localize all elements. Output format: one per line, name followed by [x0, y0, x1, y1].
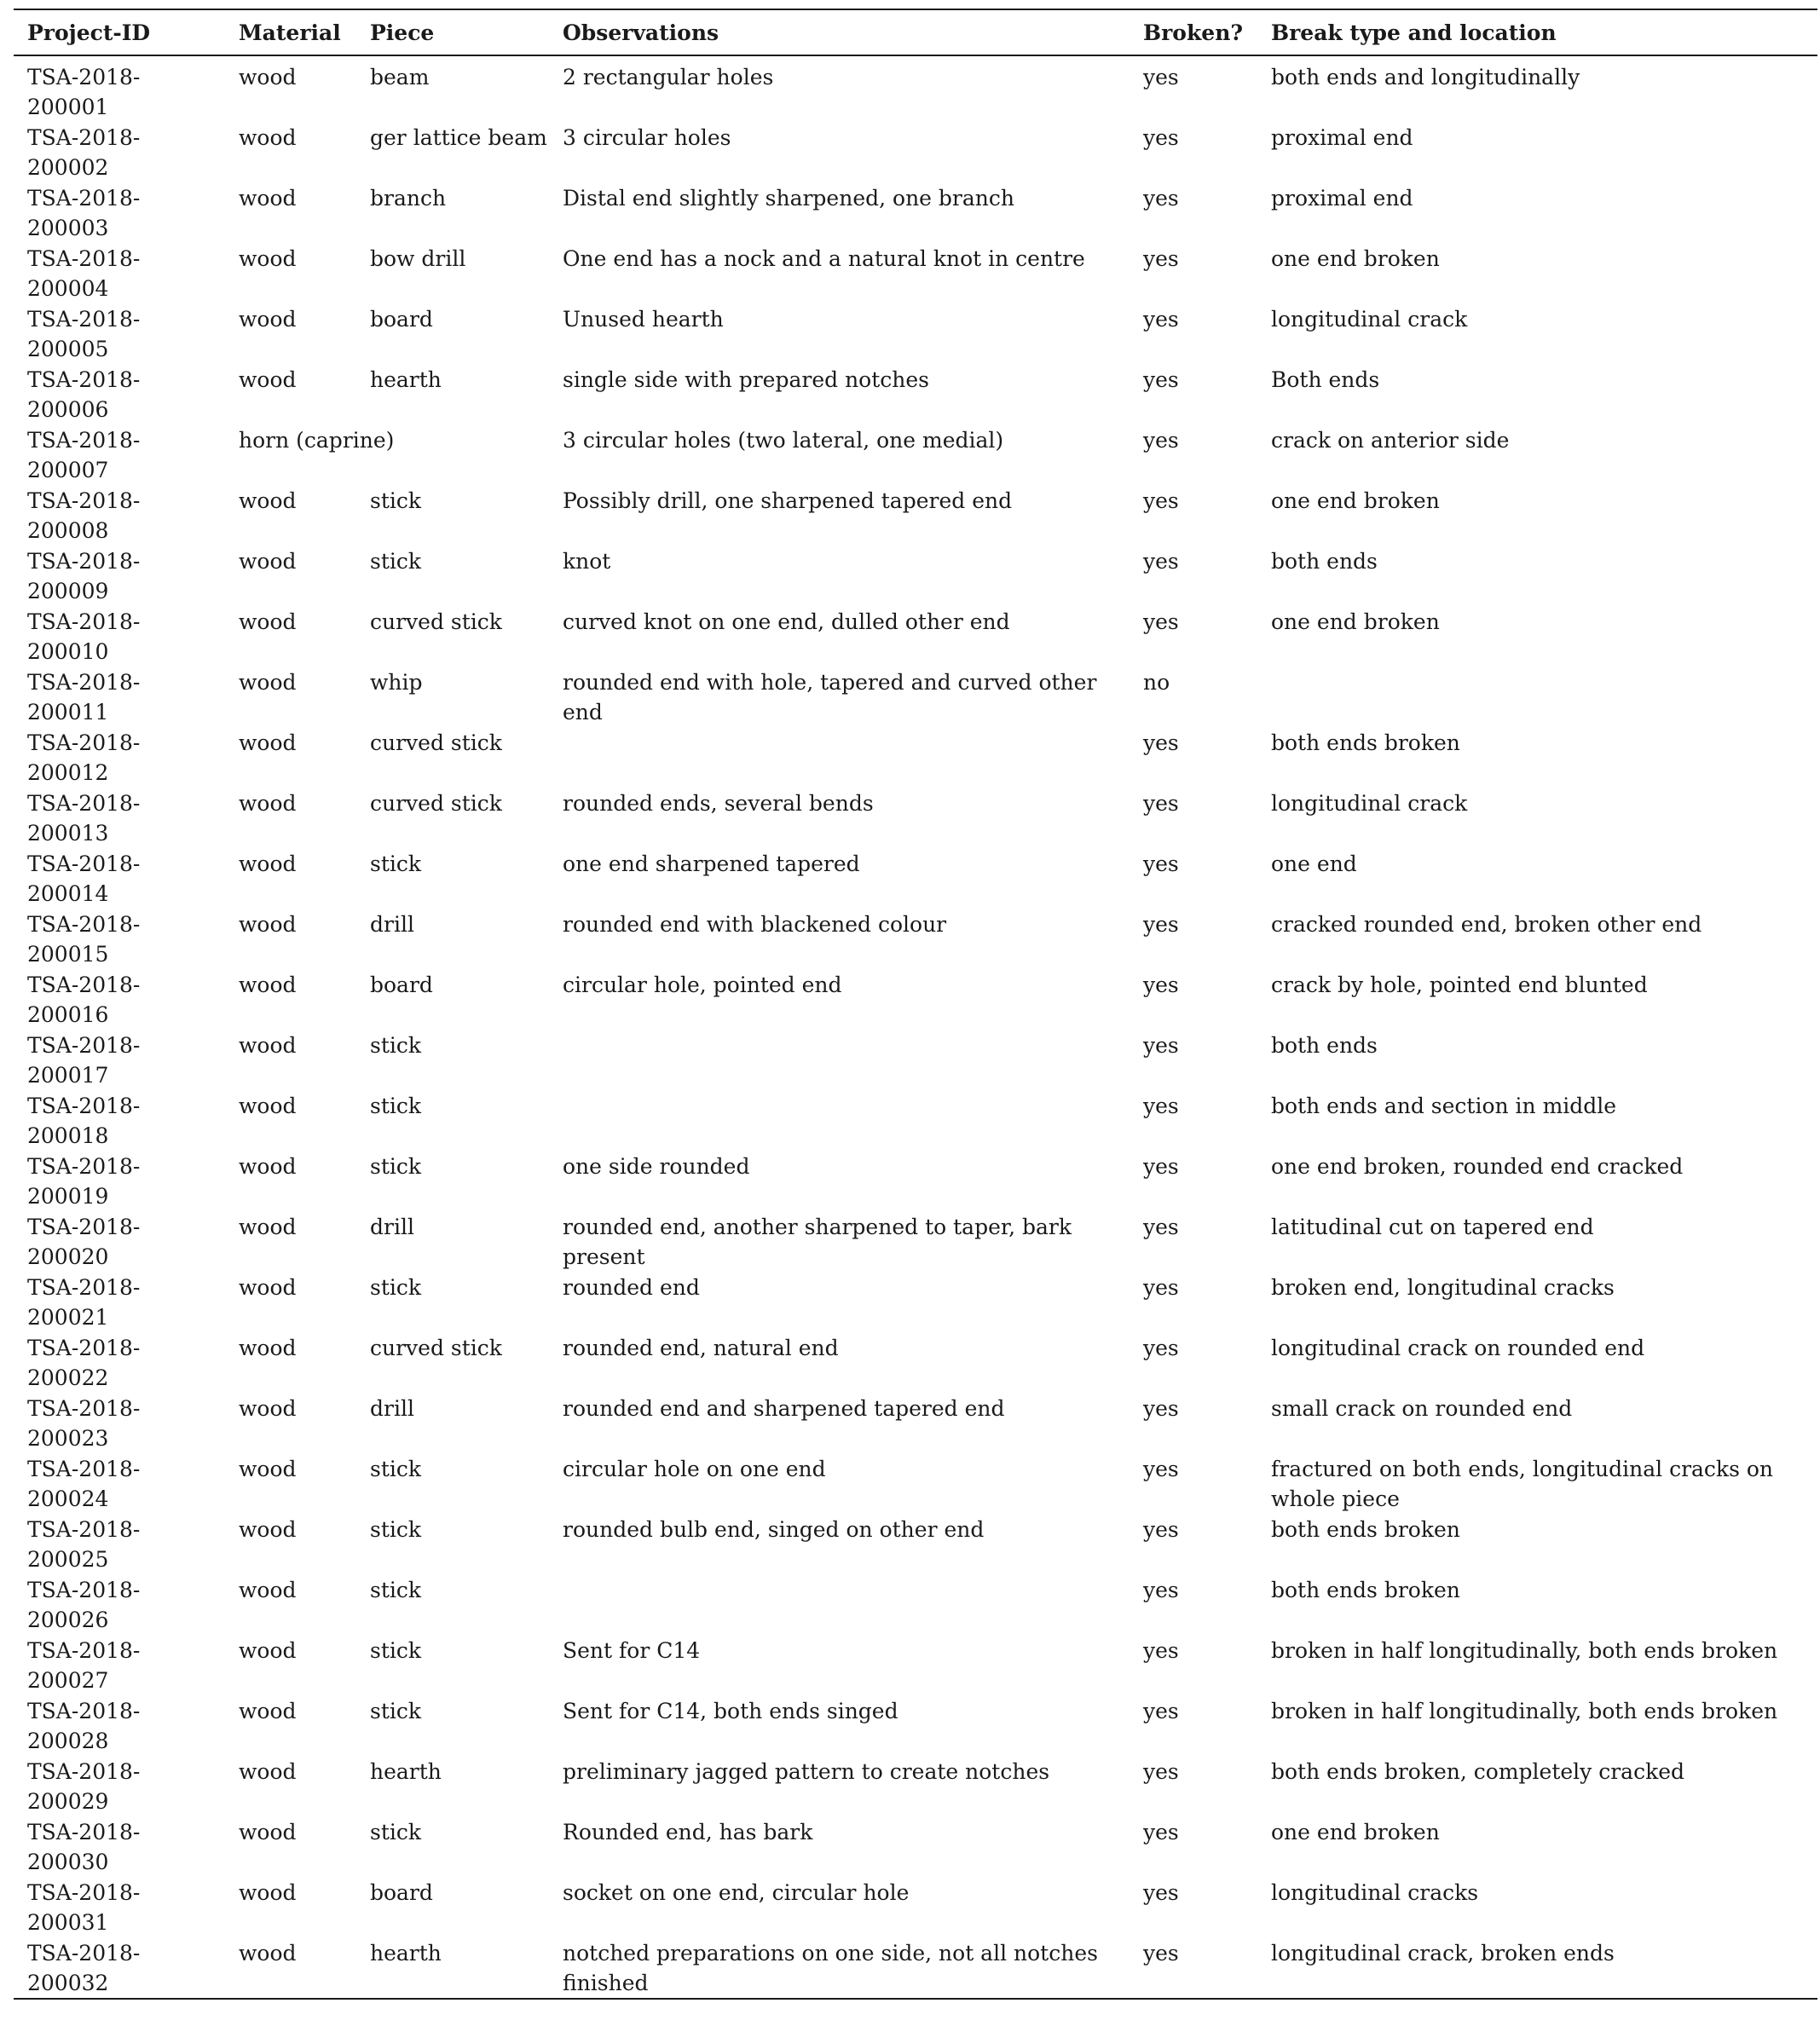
- cell-break-type: proximal end: [1271, 186, 1413, 211]
- cell-break-type: one end broken, rounded end cracked: [1271, 1154, 1684, 1179]
- header-piece: Piece: [356, 9, 549, 55]
- project-id-number: 200031: [27, 1910, 109, 1935]
- cell-material: wood: [239, 186, 297, 211]
- cell-observations: Sent for C14, both ends singed: [563, 1699, 898, 1723]
- cell-break-type: crack on anterior side: [1271, 428, 1510, 453]
- table-row: [14, 1756, 1817, 1816]
- project-id-prefix: TSA-2018-: [27, 730, 141, 755]
- cell-break-type: both ends broken: [1271, 1578, 1460, 1602]
- cell-material: wood: [239, 1820, 297, 1844]
- cell-piece: stick: [370, 488, 422, 513]
- cell-piece: stick: [370, 1275, 422, 1300]
- cell-broken: yes: [1143, 973, 1179, 997]
- header-observations: Observations: [549, 9, 1130, 55]
- table-row: [14, 1514, 1817, 1574]
- cell-material: wood: [239, 367, 297, 392]
- cell-observations: one end sharpened tapered: [563, 851, 860, 876]
- cell-piece: drill: [370, 1396, 414, 1421]
- cell-piece: board: [370, 307, 433, 332]
- cell-piece: stick: [370, 1457, 422, 1481]
- project-id-number: 200006: [27, 397, 109, 422]
- cell-broken: yes: [1143, 1759, 1179, 1784]
- cell-material: wood: [239, 912, 297, 937]
- project-id-prefix: TSA-2018-: [27, 549, 141, 574]
- cell-broken: yes: [1143, 791, 1179, 816]
- cell-observations: rounded bulb end, singed on other end: [563, 1517, 985, 1542]
- table-row: [14, 1211, 1817, 1272]
- table-row: [14, 1635, 1817, 1695]
- cell-piece: stick: [370, 1154, 422, 1179]
- cell-observations: rounded end, natural end: [563, 1336, 839, 1360]
- cell-broken: yes: [1143, 549, 1179, 574]
- cell-observations: knot: [563, 549, 611, 574]
- project-id-number: 200015: [27, 942, 109, 967]
- cell-project-id: [14, 1030, 225, 1090]
- cell-break-type: both ends: [1271, 549, 1378, 574]
- cell-observations: curved knot on one end, dulled other end: [563, 609, 1010, 634]
- header-broken: Broken?: [1130, 9, 1257, 55]
- cell-project-id: [14, 606, 225, 667]
- project-id-prefix: TSA-2018-: [27, 307, 141, 332]
- cell-broken: yes: [1143, 65, 1179, 89]
- project-id-number: 200021: [27, 1305, 109, 1330]
- cell-material: wood: [239, 125, 297, 150]
- cell-piece: branch: [370, 186, 447, 211]
- project-id-number: 200022: [27, 1365, 109, 1390]
- project-id-number: 200030: [27, 1850, 109, 1874]
- cell-break-type: one end broken: [1271, 246, 1440, 271]
- project-id-number: 200020: [27, 1244, 109, 1269]
- table-row: [14, 1877, 1817, 1937]
- cell-break-type: both ends broken, completely cracked: [1271, 1759, 1685, 1784]
- cell-piece: curved stick: [370, 609, 502, 634]
- project-id-prefix: TSA-2018-: [27, 1759, 141, 1784]
- project-id-number: 200026: [27, 1608, 109, 1632]
- cell-broken: yes: [1143, 1517, 1179, 1542]
- cell-material: horn (caprine): [239, 428, 395, 453]
- cell-project-id: [14, 727, 225, 788]
- project-id-prefix: TSA-2018-: [27, 488, 141, 513]
- cell-material: wood: [239, 1396, 297, 1421]
- cell-project-id: [14, 1332, 225, 1393]
- table-row: [14, 424, 1817, 485]
- cell-material: wood: [239, 1699, 297, 1723]
- table-body: [14, 55, 1817, 1999]
- cell-material: wood: [239, 1880, 297, 1905]
- cell-broken: yes: [1143, 367, 1179, 392]
- cell-project-id: [14, 364, 225, 424]
- cell-broken: yes: [1143, 1699, 1179, 1723]
- project-id-prefix: TSA-2018-: [27, 1033, 141, 1058]
- cell-observations: rounded end with hole, tapered and curved other end: [563, 670, 1097, 724]
- cell-break-type: both ends and longitudinally: [1271, 65, 1580, 89]
- table-row: [14, 364, 1817, 424]
- cell-observations: Unused hearth: [563, 307, 724, 332]
- cell-break-type: both ends broken: [1271, 1517, 1460, 1542]
- cell-broken: yes: [1143, 1820, 1179, 1844]
- cell-observations: rounded end with blackened colour: [563, 912, 947, 937]
- cell-observations: circular hole, pointed end: [563, 973, 842, 997]
- cell-project-id: [14, 1635, 225, 1695]
- cell-project-id: [14, 546, 225, 606]
- cell-broken: yes: [1143, 1033, 1179, 1058]
- table-row: [14, 55, 1817, 122]
- cell-observations: preliminary jagged pattern to create notches: [563, 1759, 1050, 1784]
- table-row: [14, 546, 1817, 606]
- cell-project-id: [14, 424, 225, 485]
- cell-observations: Possibly drill, one sharpened tapered end: [563, 488, 1013, 513]
- cell-piece: stick: [370, 851, 422, 876]
- cell-piece: bow drill: [370, 246, 466, 271]
- cell-project-id: [14, 848, 225, 909]
- cell-piece: curved stick: [370, 791, 502, 816]
- cell-project-id: [14, 1453, 225, 1514]
- cell-piece: stick: [370, 1638, 422, 1663]
- cell-material: wood: [239, 791, 297, 816]
- cell-broken: yes: [1143, 1275, 1179, 1300]
- cell-break-type: one end broken: [1271, 1820, 1440, 1844]
- cell-material: wood: [225, 1937, 356, 1999]
- header-break-type: Break type and location: [1257, 9, 1817, 55]
- artifact-table-container: [14, 9, 1817, 2000]
- cell-observations: [549, 727, 1130, 788]
- table-row: [14, 727, 1817, 788]
- cell-piece: curved stick: [370, 730, 502, 755]
- cell-material: wood: [239, 1638, 297, 1663]
- cell-piece: ger lattice beam: [370, 125, 547, 150]
- cell-broken: yes: [1143, 246, 1179, 271]
- project-id-number: 200019: [27, 1184, 109, 1209]
- cell-observations: rounded end and sharpened tapered end: [563, 1396, 1005, 1421]
- cell-project-id: [14, 1756, 225, 1816]
- cell-observations: rounded ends, several bends: [563, 791, 874, 816]
- cell-project-id: [14, 1211, 225, 1272]
- project-id-prefix: TSA-2018-: [27, 1154, 141, 1179]
- cell-material: wood: [239, 488, 297, 513]
- cell-piece: hearth: [370, 1759, 442, 1784]
- cell-piece: hearth: [370, 367, 442, 392]
- cell-material: wood: [239, 1336, 297, 1360]
- project-id-prefix: TSA-2018-: [27, 1880, 141, 1905]
- table-row: [14, 243, 1817, 303]
- cell-material: wood: [239, 1094, 297, 1118]
- cell-piece: board: [370, 1880, 433, 1905]
- cell-piece: whip: [370, 670, 423, 695]
- cell-project-id: [14, 1514, 225, 1574]
- cell-project-id: [14, 909, 225, 969]
- cell-piece: board: [370, 973, 433, 997]
- project-id-prefix: TSA-2018-: [27, 1517, 141, 1542]
- cell-material: wood: [239, 851, 297, 876]
- cell-piece: stick: [370, 549, 422, 574]
- cell-material: wood: [239, 1215, 297, 1239]
- cell-broken: yes: [1143, 428, 1179, 453]
- project-id-number: 200002: [27, 155, 109, 180]
- project-id-number: 200017: [27, 1063, 109, 1088]
- cell-piece: stick: [370, 1033, 422, 1058]
- cell-observations: [549, 1574, 1130, 1635]
- cell-material: wood: [239, 973, 297, 997]
- cell-material: wood: [239, 246, 297, 271]
- cell-material: wood: [239, 1517, 297, 1542]
- table-row: [14, 1937, 1817, 1999]
- cell-observations: notched preparations on one side, not all notches finished: [549, 1937, 1130, 1999]
- cell-observations: Rounded end, has bark: [563, 1820, 813, 1844]
- cell-project-id: [14, 667, 225, 727]
- project-id-number: 200032: [27, 1971, 109, 1995]
- cell-piece: stick: [370, 1820, 422, 1844]
- cell-break-type: broken in half longitudinally, both ends broken: [1271, 1699, 1778, 1723]
- project-id-number: 200003: [27, 216, 109, 240]
- cell-project-id: [14, 485, 225, 546]
- cell-break-type: [1257, 667, 1817, 727]
- cell-project-id: [14, 969, 225, 1030]
- project-id-number: 200010: [27, 639, 109, 664]
- cell-material: wood: [239, 1275, 297, 1300]
- cell-break-type: one end broken: [1271, 609, 1440, 634]
- cell-observations: circular hole on one end: [563, 1457, 826, 1481]
- table-row: [14, 182, 1817, 243]
- project-id-number: 200023: [27, 1426, 109, 1451]
- cell-break-type: broken in half longitudinally, both ends broken: [1271, 1638, 1778, 1663]
- project-id-prefix: TSA-2018-: [27, 1336, 141, 1360]
- cell-project-id: [14, 243, 225, 303]
- cell-project-id: [14, 1393, 225, 1453]
- project-id-number: 200016: [27, 1002, 109, 1027]
- project-id-prefix: TSA-2018-: [27, 428, 141, 453]
- cell-broken: no: [1143, 670, 1170, 695]
- cell-project-id: [14, 1937, 225, 1999]
- cell-observations: Distal end slightly sharpened, one branch: [563, 186, 1014, 211]
- cell-material: wood: [239, 65, 297, 89]
- project-id-number: 200018: [27, 1123, 109, 1148]
- project-id-prefix: TSA-2018-: [27, 1941, 141, 1966]
- table-row: [14, 1695, 1817, 1756]
- table-row: [14, 1030, 1817, 1090]
- cell-piece: hearth: [356, 1937, 549, 1999]
- project-id-prefix: TSA-2018-: [27, 246, 141, 271]
- cell-piece: stick: [370, 1094, 422, 1118]
- table-row: [14, 848, 1817, 909]
- project-id-prefix: TSA-2018-: [27, 973, 141, 997]
- cell-project-id: [14, 1877, 225, 1937]
- project-id-prefix: TSA-2018-: [27, 1638, 141, 1663]
- cell-broken: yes: [1143, 1094, 1179, 1118]
- project-id-number: 200007: [27, 458, 109, 482]
- table-row: [14, 1272, 1817, 1332]
- project-id-prefix: TSA-2018-: [27, 1215, 141, 1239]
- project-id-number: 200009: [27, 579, 109, 603]
- cell-break-type: both ends broken: [1271, 730, 1460, 755]
- cell-piece: stick: [370, 1578, 422, 1602]
- project-id-number: 200012: [27, 760, 109, 785]
- cell-observations: One end has a nock and a natural knot in centre: [563, 246, 1085, 271]
- project-id-number: 200025: [27, 1547, 109, 1572]
- cell-project-id: [14, 182, 225, 243]
- project-id-prefix: TSA-2018-: [27, 125, 141, 150]
- cell-observations: single side with prepared notches: [563, 367, 930, 392]
- cell-break-type: Both ends: [1271, 367, 1380, 392]
- table-row: [14, 788, 1817, 848]
- project-id-number: 200013: [27, 821, 109, 846]
- cell-observations: rounded end, another sharpened to taper, bark present: [563, 1215, 1072, 1269]
- project-id-prefix: TSA-2018-: [27, 1457, 141, 1481]
- project-id-prefix: TSA-2018-: [27, 367, 141, 392]
- cell-broken: yes: [1143, 1880, 1179, 1905]
- cell-broken: yes: [1143, 1396, 1179, 1421]
- project-id-number: 200024: [27, 1486, 109, 1511]
- project-id-number: 200001: [27, 95, 109, 119]
- project-id-number: 200027: [27, 1668, 109, 1693]
- cell-material: wood: [239, 670, 297, 695]
- project-id-prefix: TSA-2018-: [27, 670, 141, 695]
- cell-project-id: [14, 1816, 225, 1877]
- cell-piece: stick: [370, 1699, 422, 1723]
- project-id-number: 200008: [27, 518, 109, 543]
- cell-observations: one side rounded: [563, 1154, 750, 1179]
- cell-material: wood: [239, 1578, 297, 1602]
- cell-material: wood: [239, 307, 297, 332]
- cell-break-type: broken end, longitudinal cracks: [1271, 1275, 1615, 1300]
- cell-break-type: longitudinal crack: [1271, 791, 1468, 816]
- cell-break-type: both ends: [1271, 1033, 1378, 1058]
- cell-piece: curved stick: [370, 1336, 502, 1360]
- project-id-number: 200028: [27, 1729, 109, 1753]
- cell-piece: beam: [370, 65, 430, 89]
- table-row: [14, 1332, 1817, 1393]
- cell-broken: yes: [1143, 851, 1179, 876]
- table-row: [14, 1090, 1817, 1151]
- cell-observations: Sent for C14: [563, 1638, 701, 1663]
- table-row: [14, 303, 1817, 364]
- table-row: [14, 1574, 1817, 1635]
- cell-project-id: [14, 55, 225, 122]
- project-id-prefix: TSA-2018-: [27, 1820, 141, 1844]
- table-row: [14, 1453, 1817, 1514]
- table-row: [14, 909, 1817, 969]
- cell-broken: yes: [1143, 307, 1179, 332]
- table-header-row: [14, 9, 1817, 55]
- cell-project-id: [14, 1574, 225, 1635]
- cell-break-type: one end: [1271, 851, 1357, 876]
- project-id-number: 200014: [27, 881, 109, 906]
- table-row: [14, 122, 1817, 182]
- artifact-table: [14, 9, 1817, 2000]
- project-id-prefix: TSA-2018-: [27, 1578, 141, 1602]
- project-id-number: 200011: [27, 700, 109, 724]
- table-row: [14, 606, 1817, 667]
- cell-observations: rounded end: [563, 1275, 700, 1300]
- header-project-id: Project-ID: [14, 9, 225, 55]
- project-id-prefix: TSA-2018-: [27, 1094, 141, 1118]
- cell-piece: drill: [370, 1215, 414, 1239]
- cell-break-type: proximal end: [1271, 125, 1413, 150]
- project-id-prefix: TSA-2018-: [27, 186, 141, 211]
- project-id-prefix: TSA-2018-: [27, 851, 141, 876]
- cell-project-id: [14, 1090, 225, 1151]
- cell-material: wood: [239, 1154, 297, 1179]
- table-row: [14, 1816, 1817, 1877]
- cell-project-id: [14, 303, 225, 364]
- cell-material: wood: [239, 549, 297, 574]
- cell-broken: yes: [1143, 125, 1179, 150]
- cell-project-id: [14, 122, 225, 182]
- project-id-prefix: TSA-2018-: [27, 609, 141, 634]
- table-row: [14, 667, 1817, 727]
- cell-break-type: longitudinal crack, broken ends: [1257, 1937, 1817, 1999]
- cell-piece: stick: [370, 1517, 422, 1542]
- project-id-prefix: TSA-2018-: [27, 1699, 141, 1723]
- cell-broken: yes: [1143, 912, 1179, 937]
- cell-broken: yes: [1143, 186, 1179, 211]
- project-id-prefix: TSA-2018-: [27, 1275, 141, 1300]
- cell-broken: yes: [1143, 1457, 1179, 1481]
- cell-broken: yes: [1143, 1336, 1179, 1360]
- header-material: Material: [225, 9, 356, 55]
- table-row: [14, 485, 1817, 546]
- cell-broken: yes: [1143, 609, 1179, 634]
- cell-break-type: latitudinal cut on tapered end: [1271, 1215, 1594, 1239]
- cell-material: wood: [239, 609, 297, 634]
- project-id-number: 200005: [27, 337, 109, 361]
- cell-broken: yes: [1130, 1937, 1257, 1999]
- cell-broken: yes: [1143, 1638, 1179, 1663]
- cell-material: wood: [239, 1457, 297, 1481]
- cell-broken: yes: [1143, 488, 1179, 513]
- cell-break-type: longitudinal crack on rounded end: [1271, 1336, 1645, 1360]
- cell-project-id: [14, 788, 225, 848]
- cell-broken: yes: [1143, 730, 1179, 755]
- cell-broken: yes: [1143, 1154, 1179, 1179]
- cell-break-type: longitudinal crack: [1271, 307, 1468, 332]
- cell-break-type: fractured on both ends, longitudinal cracks on whole piece: [1271, 1457, 1774, 1511]
- cell-observations: 2 rectangular holes: [563, 65, 774, 89]
- cell-observations: socket on one end, circular hole: [563, 1880, 910, 1905]
- cell-break-type: one end broken: [1271, 488, 1440, 513]
- cell-project-id: [14, 1151, 225, 1211]
- cell-break-type: small crack on rounded end: [1271, 1396, 1573, 1421]
- cell-material: wood: [239, 1759, 297, 1784]
- cell-broken: yes: [1143, 1215, 1179, 1239]
- cell-observations: [549, 1090, 1130, 1151]
- cell-piece: drill: [370, 912, 414, 937]
- project-id-prefix: TSA-2018-: [27, 791, 141, 816]
- cell-project-id: [14, 1272, 225, 1332]
- cell-observations: 3 circular holes (two lateral, one medial): [563, 428, 1004, 453]
- cell-break-type: both ends and section in middle: [1271, 1094, 1617, 1118]
- cell-observations: 3 circular holes: [563, 125, 731, 150]
- project-id-prefix: TSA-2018-: [27, 1396, 141, 1421]
- cell-broken: yes: [1143, 1578, 1179, 1602]
- table-row: [14, 1151, 1817, 1211]
- cell-observations: [549, 1030, 1130, 1090]
- cell-project-id: [14, 1695, 225, 1756]
- project-id-prefix: TSA-2018-: [27, 912, 141, 937]
- cell-break-type: cracked rounded end, broken other end: [1271, 912, 1702, 937]
- cell-material: wood: [239, 730, 297, 755]
- cell-break-type: longitudinal cracks: [1271, 1880, 1479, 1905]
- table-row: [14, 969, 1817, 1030]
- project-id-number: 200029: [27, 1789, 109, 1814]
- cell-material: wood: [239, 1033, 297, 1058]
- table-row: [14, 1393, 1817, 1453]
- project-id-prefix: TSA-2018-: [27, 65, 141, 89]
- cell-break-type: crack by hole, pointed end blunted: [1271, 973, 1648, 997]
- project-id-number: 200004: [27, 276, 109, 301]
